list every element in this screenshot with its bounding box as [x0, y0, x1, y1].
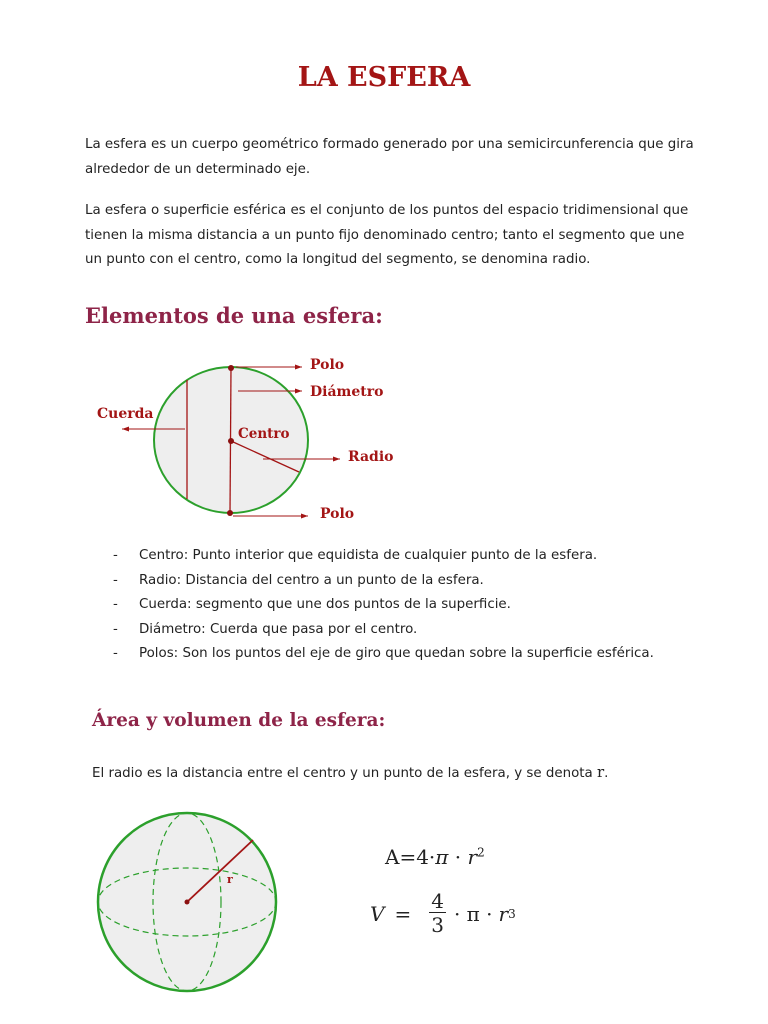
area-volume-heading: Área y volumen de la esfera:	[92, 710, 386, 731]
area-formula-exp: 2	[477, 845, 485, 860]
list-item-text: Cuerda: segmento que une dos puntos de la superficie.	[139, 597, 511, 613]
fraction-denominator: 3	[431, 913, 444, 937]
list-item	[113, 569, 654, 594]
volume-formula-eq: =	[394, 901, 412, 926]
volume-formula	[370, 890, 516, 937]
radio-symbol: r	[597, 763, 605, 781]
label-radio: Radio	[348, 449, 394, 465]
list-item	[113, 593, 654, 618]
fraction-numerator: 4	[431, 889, 444, 913]
sphere-elements-diagram	[0, 345, 768, 530]
bullet-dash: -	[113, 548, 118, 563]
volume-formula-mid: · π ·	[453, 901, 493, 926]
list-item-text: Radio: Distancia del centro a un punto de la esfera.	[139, 572, 484, 588]
volume-formula-exp: 3	[508, 906, 516, 921]
intro-paragraph-2: La esfera o superficie esférica es el conjunto de los puntos del espacio tridimensional que tienen la misma distancia a un punto fijo denominado centro; tanto el segmento que une un punto con el centro, como la longitud del segmento, se denomina radio.	[85, 203, 689, 267]
sphere-radius-label: r	[227, 873, 233, 886]
bullet-dash: -	[113, 572, 118, 588]
volume-fraction	[429, 890, 446, 937]
bullet-dash: -	[113, 646, 118, 662]
intro-paragraph-1: La esfera es un cuerpo geométrico formado generado por una semicircunferencia que gira alrededor de un determinado eje.	[85, 137, 694, 177]
bullet-dash: -	[113, 597, 118, 613]
pole-top-point	[228, 365, 234, 371]
center-point	[228, 438, 234, 444]
sphere-center-point	[185, 900, 190, 905]
list-item-text: Diámetro: Cuerda que pasa por el centro.	[139, 621, 418, 637]
radio-definition	[92, 763, 608, 781]
radio-definition-text: El radio es la distancia entre el centro y un punto de la esfera, y se denota	[92, 766, 593, 781]
pole-bottom-point	[227, 510, 233, 516]
area-formula	[385, 845, 485, 869]
label-diametro: Diámetro	[310, 384, 384, 400]
area-formula-pi: π	[435, 845, 449, 869]
volume-formula-v: V	[370, 901, 385, 926]
sphere-radius-diagram	[0, 810, 330, 995]
label-polo-bottom: Polo	[320, 506, 355, 522]
page-title: LA ESFERA	[297, 62, 471, 93]
list-item	[113, 618, 654, 643]
label-polo-top: Polo	[310, 357, 345, 373]
list-item	[113, 642, 654, 667]
list-item-text: Centro: Punto interior que equidista de cualquier punto de la esfera.	[139, 548, 598, 563]
elements-heading: Elementos de una esfera:	[85, 303, 383, 328]
radio-definition-end: .	[604, 766, 609, 781]
list-item-text: Polos: Son los puntos del eje de giro que quedan sobre la superficie esférica.	[139, 646, 654, 662]
volume-formula-r: r	[498, 901, 509, 926]
area-formula-lhs: A=4·	[385, 845, 436, 869]
label-centro: Centro	[238, 426, 290, 442]
elements-list	[113, 544, 654, 667]
area-formula-dot: ·	[448, 845, 468, 869]
label-cuerda: Cuerda	[97, 406, 154, 422]
bullet-dash: -	[113, 621, 118, 637]
area-formula-r: r	[467, 845, 478, 869]
list-item	[113, 544, 654, 569]
